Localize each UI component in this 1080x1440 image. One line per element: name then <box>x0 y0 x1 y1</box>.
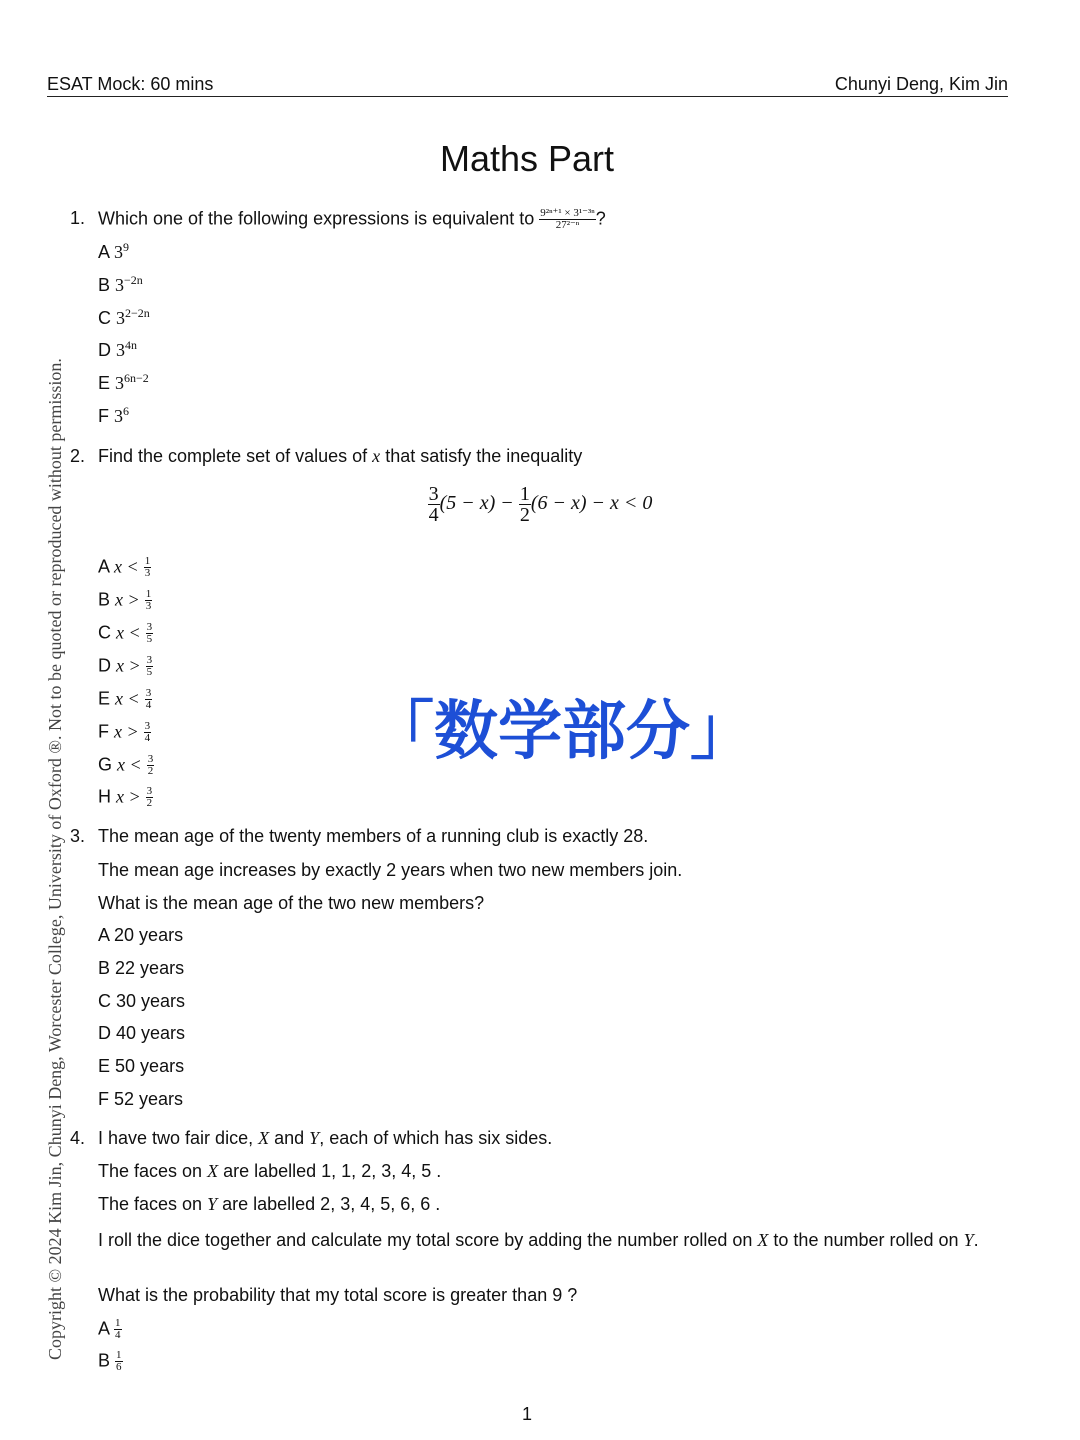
question-3 <box>70 826 648 847</box>
option-letter: A <box>98 242 110 262</box>
variable-x-die: X <box>207 1161 219 1181</box>
header-right: Chunyi Deng, Kim Jin <box>834 74 1008 94</box>
variable-x: x <box>372 446 381 466</box>
q3-option-c[interactable] <box>98 991 185 1012</box>
q3-option-e[interactable] <box>98 1056 184 1077</box>
option-text: 22 years <box>115 958 185 978</box>
option-letter: F <box>98 721 109 742</box>
inequality-part-2: (6 − x) − x < 0 <box>530 492 653 515</box>
line-text-end: are labelled 2, 3, 4, 5, 6, 6 . <box>222 1194 441 1214</box>
option-base: 3 <box>116 340 126 360</box>
option-letter: E <box>98 373 111 393</box>
option-text: 40 years <box>116 1023 186 1043</box>
option-text: 30 years <box>116 991 186 1011</box>
option-fraction <box>146 655 154 678</box>
question-4-line-3 <box>98 1194 440 1215</box>
q3-option-a[interactable] <box>98 925 183 946</box>
fraction-denominator: 2 <box>147 765 154 777</box>
line-text-end: are labelled 1, 1, 2, 3, 4, 5 . <box>223 1161 442 1181</box>
option-expr: x > <box>116 655 141 676</box>
question-text: I have two fair dice, <box>98 1128 254 1148</box>
fraction-denominator: 3 <box>145 600 152 612</box>
fraction-numerator: 3 <box>144 720 151 732</box>
option-letter: D <box>98 340 111 360</box>
option-letter: D <box>98 655 111 676</box>
question-number: 3. <box>70 826 86 846</box>
option-expr: x < <box>114 556 139 577</box>
q3-option-d[interactable] <box>98 1023 185 1044</box>
q1-option-d[interactable] <box>98 340 137 361</box>
fraction-denominator: 2 <box>519 504 530 526</box>
fraction-three-quarters <box>428 484 440 525</box>
option-expr: x > <box>115 589 140 610</box>
option-exponent: 6 <box>123 404 130 418</box>
question-4-line-4 <box>98 1228 1008 1252</box>
q2-option-c[interactable] <box>98 622 153 645</box>
line-text: I roll the dice together and calculate my total score by adding the number rolled on <box>98 1230 753 1250</box>
question-3-line-3: What is the mean age of the two new members? <box>98 893 485 913</box>
inequality-part-1: (5 − x) − <box>439 492 514 515</box>
fraction-denominator: 27²⁻ⁿ <box>555 219 580 231</box>
q1-option-b[interactable] <box>98 275 143 296</box>
q1-option-c[interactable] <box>98 308 150 329</box>
option-fraction <box>147 754 155 777</box>
question-4-line-2 <box>98 1161 441 1182</box>
question-text-end: , each of which has six sides. <box>319 1128 553 1148</box>
q2-option-f[interactable] <box>98 721 151 744</box>
fraction-denominator: 5 <box>146 633 153 645</box>
line-text: The faces on <box>98 1161 203 1181</box>
q1-option-a[interactable] <box>98 242 129 263</box>
fraction-numerator: 3 <box>428 483 439 505</box>
question-text: The mean age of the twenty members of a running club is exactly 28. <box>98 826 649 846</box>
option-base: 3 <box>114 406 124 426</box>
option-fraction <box>114 1318 122 1341</box>
inequality-display <box>0 484 1080 525</box>
page-header <box>47 72 1008 97</box>
fraction-numerator: 3 <box>146 654 153 666</box>
question-text-and: and <box>274 1128 305 1148</box>
option-base: 3 <box>115 275 125 295</box>
q2-option-b[interactable] <box>98 589 152 612</box>
variable-x-die: X <box>757 1230 769 1250</box>
option-expr: x > <box>116 786 141 807</box>
option-letter: E <box>98 1056 111 1076</box>
option-text: 52 years <box>114 1089 184 1109</box>
question-number: 1. <box>70 208 86 229</box>
q1-option-e[interactable] <box>98 373 149 394</box>
fraction-numerator: 3 <box>146 621 153 633</box>
option-letter: B <box>98 275 111 295</box>
fraction-numerator: 1 <box>116 1349 122 1361</box>
option-letter: F <box>98 1089 109 1109</box>
option-fraction <box>145 589 153 612</box>
question-end: ? <box>595 208 606 229</box>
option-letter: C <box>98 308 111 328</box>
question-text: Find the complete set of values of <box>98 446 368 466</box>
q2-option-g[interactable] <box>98 754 154 777</box>
option-letter: H <box>98 786 111 807</box>
fraction-denominator: 6 <box>116 1361 122 1373</box>
question-2 <box>70 446 582 467</box>
question-text-after: that satisfy the inequality <box>385 446 583 466</box>
question-number: 4. <box>70 1128 86 1148</box>
page-number: 1 <box>521 1404 532 1424</box>
option-letter: E <box>98 688 111 709</box>
option-letter: B <box>98 1350 111 1371</box>
fraction-denominator: 2 <box>146 797 153 809</box>
option-letter: A <box>98 556 110 577</box>
option-letter: G <box>98 754 113 775</box>
option-expr: x < <box>117 754 142 775</box>
option-fraction <box>144 556 152 579</box>
option-base: 3 <box>114 242 124 262</box>
option-fraction <box>146 786 154 809</box>
option-fraction <box>145 688 153 711</box>
option-exponent: 4n <box>125 338 138 352</box>
option-fraction <box>115 1350 123 1373</box>
option-letter: B <box>98 958 111 978</box>
question-fraction <box>539 208 595 231</box>
page-title: Maths Part <box>439 138 615 179</box>
fraction-denominator: 3 <box>144 567 151 579</box>
fraction-numerator: 1 <box>145 588 152 600</box>
question-1 <box>70 208 606 231</box>
question-3-line-2: The mean age increases by exactly 2 years when two new members join. <box>98 860 683 880</box>
variable-y-die: Y <box>309 1128 320 1148</box>
option-letter: C <box>98 622 111 643</box>
fraction-numerator: 3 <box>145 687 152 699</box>
fraction-denominator: 4 <box>145 699 152 711</box>
variable-y-die: Y <box>207 1194 218 1214</box>
option-exponent: −2n <box>124 273 143 287</box>
fraction-denominator: 4 <box>144 732 151 744</box>
fraction-numerator: 1 <box>115 1317 121 1329</box>
option-letter: F <box>98 406 109 426</box>
fraction-denominator: 5 <box>146 666 153 678</box>
question-4-line-5: What is the probability that my total score is greater than 9 ? <box>98 1285 578 1305</box>
fraction-numerator: 9²ⁿ⁺¹ × 3¹⁻³ⁿ <box>540 207 595 219</box>
option-exponent: 9 <box>123 240 130 254</box>
copyright-watermark: Copyright © 2024 Kim Jin, Chunyi Deng, Worcester College, University of Oxford ®. Not to be quoted or reproduced without permission. <box>45 358 65 1360</box>
q3-option-b[interactable] <box>98 958 184 979</box>
line-text: The faces on <box>98 1194 203 1214</box>
q3-option-f[interactable] <box>98 1089 183 1110</box>
fraction-numerator: 3 <box>146 785 153 797</box>
q1-option-f[interactable] <box>98 406 129 427</box>
option-letter: C <box>98 991 111 1011</box>
variable-x-die: X <box>258 1128 270 1148</box>
option-text: 20 years <box>114 925 184 945</box>
fraction-denominator: 4 <box>428 504 439 526</box>
variable-y-die: Y <box>963 1230 974 1250</box>
fraction-numerator: 1 <box>519 483 530 505</box>
option-letter: B <box>98 589 111 610</box>
option-exponent: 2−2n <box>125 306 150 320</box>
overlay-caption: 「数学部分」 <box>370 695 754 769</box>
option-exponent: 6n−2 <box>124 371 149 385</box>
option-letter: A <box>98 1318 110 1339</box>
option-expr: x < <box>115 688 140 709</box>
q2-option-e[interactable] <box>98 688 152 711</box>
q2-option-a[interactable] <box>98 556 151 579</box>
option-base: 3 <box>115 373 125 393</box>
question-text: Which one of the following expressions is equivalent to <box>98 208 535 229</box>
option-fraction <box>146 622 154 645</box>
q4-option-b[interactable] <box>98 1350 123 1373</box>
fraction-numerator: 3 <box>147 753 154 765</box>
option-base: 3 <box>116 308 126 328</box>
option-letter: A <box>98 925 110 945</box>
question-number: 2. <box>70 446 86 466</box>
header-left: ESAT Mock: 60 mins <box>47 74 214 94</box>
option-letter: D <box>98 1023 111 1043</box>
question-4 <box>70 1128 552 1149</box>
fraction-one-half <box>519 484 531 525</box>
line-text-end: . <box>973 1230 979 1250</box>
line-text-middle: to the number rolled on <box>773 1230 959 1250</box>
q2-option-h[interactable] <box>98 786 153 809</box>
option-expr: x < <box>116 622 141 643</box>
option-expr: x > <box>114 721 139 742</box>
fraction-denominator: 4 <box>115 1329 121 1341</box>
q4-option-a[interactable] <box>98 1318 122 1341</box>
option-text: 50 years <box>115 1056 185 1076</box>
q2-option-d[interactable] <box>98 655 153 678</box>
fraction-numerator: 1 <box>144 555 151 567</box>
option-fraction <box>144 721 152 744</box>
